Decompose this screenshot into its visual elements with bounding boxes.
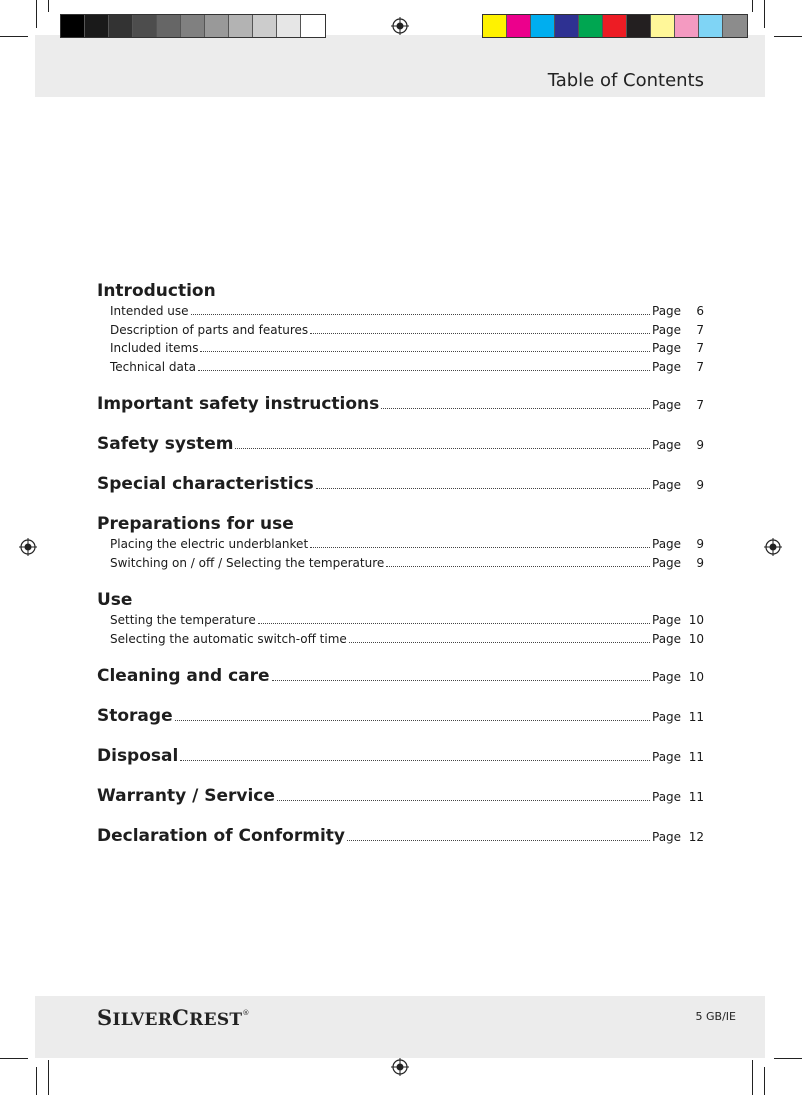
toc-entry[interactable] bbox=[97, 358, 704, 377]
registration-mark-icon bbox=[391, 1058, 409, 1076]
dot-leader bbox=[381, 408, 650, 409]
color-swatch bbox=[723, 15, 747, 37]
page-number: 5 GB/IE bbox=[695, 1010, 736, 1023]
toc-section bbox=[97, 745, 704, 768]
dot-leader bbox=[272, 680, 650, 681]
toc-entry-label: Description of parts and features bbox=[110, 322, 309, 337]
toc-entry[interactable] bbox=[97, 630, 704, 649]
color-swatch bbox=[603, 15, 627, 37]
color-swatch bbox=[579, 15, 603, 37]
toc-entry-label: Warranty / Service bbox=[97, 786, 275, 806]
page-number-ref: 7 bbox=[696, 359, 704, 374]
page-word: Page bbox=[652, 555, 682, 570]
page-word: Page bbox=[652, 359, 682, 374]
toc-section-entry[interactable] bbox=[97, 393, 704, 416]
page-word: Page bbox=[652, 750, 682, 764]
dot-leader bbox=[277, 800, 650, 801]
toc-entry[interactable] bbox=[97, 339, 704, 358]
page-number-ref: 11 bbox=[688, 750, 704, 764]
toc-section bbox=[97, 589, 704, 648]
page-word: Page bbox=[652, 790, 682, 804]
color-swatch bbox=[675, 15, 699, 37]
page-number-ref: 10 bbox=[688, 631, 704, 646]
color-swatch bbox=[109, 15, 133, 37]
page-number-ref: 9 bbox=[696, 438, 704, 452]
dot-leader bbox=[180, 760, 650, 761]
registration-mark-icon bbox=[19, 538, 37, 556]
page-word: Page bbox=[652, 537, 682, 551]
color-swatch bbox=[85, 15, 109, 37]
toc-section bbox=[97, 705, 704, 728]
page-number-ref: 12 bbox=[688, 830, 704, 844]
toc-entry-label: Declaration of Conformity bbox=[97, 826, 345, 846]
color-swatch bbox=[699, 15, 723, 37]
color-swatch bbox=[229, 15, 253, 37]
color-swatch bbox=[205, 15, 229, 37]
page-number-ref: 6 bbox=[696, 304, 704, 318]
toc-entry[interactable] bbox=[97, 554, 704, 573]
toc-entry-label: Important safety instructions bbox=[97, 394, 380, 414]
page-word: Page bbox=[652, 631, 682, 646]
toc-entry-label: Switching on / off / Selecting the temperature bbox=[110, 555, 385, 570]
page-number-ref: 10 bbox=[688, 670, 704, 684]
toc-section-title: Introduction bbox=[97, 281, 216, 301]
toc-entry-label: Placing the electric underblanket bbox=[110, 537, 309, 551]
toc-entry-label: Setting the temperature bbox=[110, 613, 256, 627]
page-number-ref: 9 bbox=[696, 478, 704, 492]
toc-section-entry[interactable] bbox=[97, 705, 704, 728]
color-swatch bbox=[157, 15, 181, 37]
color-swatch bbox=[483, 15, 507, 37]
toc-entry-label: Intended use bbox=[110, 304, 189, 318]
color-swatch bbox=[253, 15, 277, 37]
dot-leader bbox=[316, 488, 650, 489]
page-word: Page bbox=[652, 478, 682, 492]
page-number-ref: 11 bbox=[688, 710, 704, 724]
dot-leader bbox=[386, 566, 650, 567]
dot-leader bbox=[175, 720, 650, 721]
dot-leader bbox=[310, 333, 650, 334]
color-swatch bbox=[627, 15, 651, 37]
page-number-ref: 9 bbox=[696, 537, 704, 551]
page-word: Page bbox=[652, 670, 682, 684]
toc-section-title: Preparations for use bbox=[97, 514, 294, 534]
toc-entry-label: Technical data bbox=[110, 359, 196, 374]
page-word: Page bbox=[652, 830, 682, 844]
toc-section-entry[interactable] bbox=[97, 473, 704, 496]
toc-entry[interactable] bbox=[97, 535, 704, 554]
toc-entry-label: Special characteristics bbox=[97, 474, 314, 494]
dot-leader bbox=[310, 547, 650, 548]
dot-leader bbox=[200, 351, 650, 352]
color-swatch bbox=[277, 15, 301, 37]
toc-entry[interactable] bbox=[97, 611, 704, 630]
dot-leader bbox=[235, 448, 650, 449]
dot-leader bbox=[191, 314, 650, 315]
dot-leader bbox=[349, 642, 650, 643]
color-swatch bbox=[555, 15, 579, 37]
toc-entry[interactable] bbox=[97, 302, 704, 321]
dot-leader bbox=[198, 370, 650, 371]
page-word: Page bbox=[652, 398, 682, 412]
page-number-ref: 9 bbox=[696, 555, 704, 570]
toc-section-title: Use bbox=[97, 590, 133, 610]
toc-entry-label: Disposal bbox=[97, 746, 179, 766]
toc-section bbox=[97, 785, 704, 808]
toc-entry-label: Safety system bbox=[97, 434, 234, 454]
page-word: Page bbox=[652, 322, 682, 337]
page-number-ref: 7 bbox=[696, 341, 704, 355]
page-word: Page bbox=[652, 613, 682, 627]
toc-section-entry[interactable] bbox=[97, 665, 704, 688]
toc-section bbox=[97, 433, 704, 456]
toc-section bbox=[97, 473, 704, 496]
toc-entry[interactable] bbox=[97, 321, 704, 340]
page-word: Page bbox=[652, 710, 682, 724]
registration-mark-icon bbox=[391, 17, 409, 35]
dot-leader bbox=[258, 623, 650, 624]
toc-section-entry[interactable] bbox=[97, 745, 704, 768]
page-word: Page bbox=[652, 438, 682, 452]
page-number-ref: 10 bbox=[688, 613, 704, 627]
toc-section-entry[interactable] bbox=[97, 785, 704, 808]
toc-section bbox=[97, 280, 704, 376]
page-number-ref: 7 bbox=[696, 322, 704, 337]
color-swatch bbox=[651, 15, 675, 37]
toc-entry-label: Storage bbox=[97, 706, 173, 726]
toc-section-entry[interactable] bbox=[97, 825, 704, 848]
color-swatch bbox=[531, 15, 555, 37]
page-number-ref: 11 bbox=[688, 790, 704, 804]
toc-entry-label: Included items bbox=[110, 341, 199, 355]
toc-section bbox=[97, 513, 704, 572]
color-swatch bbox=[301, 15, 325, 37]
toc-entry-label: Selecting the automatic switch-off time bbox=[110, 631, 347, 646]
page-title: Table of Contents bbox=[547, 70, 704, 91]
brand-logo: SILVERCREST® bbox=[97, 1005, 250, 1030]
table-of-contents bbox=[97, 280, 704, 865]
color-swatch bbox=[133, 15, 157, 37]
page-number-ref: 7 bbox=[696, 398, 704, 412]
gray-calibration-bar bbox=[60, 14, 326, 38]
toc-section bbox=[97, 665, 704, 688]
toc-section-entry[interactable] bbox=[97, 433, 704, 456]
toc-section bbox=[97, 393, 704, 416]
page-word: Page bbox=[652, 304, 682, 318]
toc-entry-label: Cleaning and care bbox=[97, 666, 270, 686]
toc-section bbox=[97, 825, 704, 848]
color-swatch bbox=[507, 15, 531, 37]
color-swatch bbox=[181, 15, 205, 37]
color-calibration-bar bbox=[482, 14, 748, 38]
page-word: Page bbox=[652, 341, 682, 355]
registration-mark-icon bbox=[764, 538, 782, 556]
color-swatch bbox=[61, 15, 85, 37]
dot-leader bbox=[347, 840, 650, 841]
